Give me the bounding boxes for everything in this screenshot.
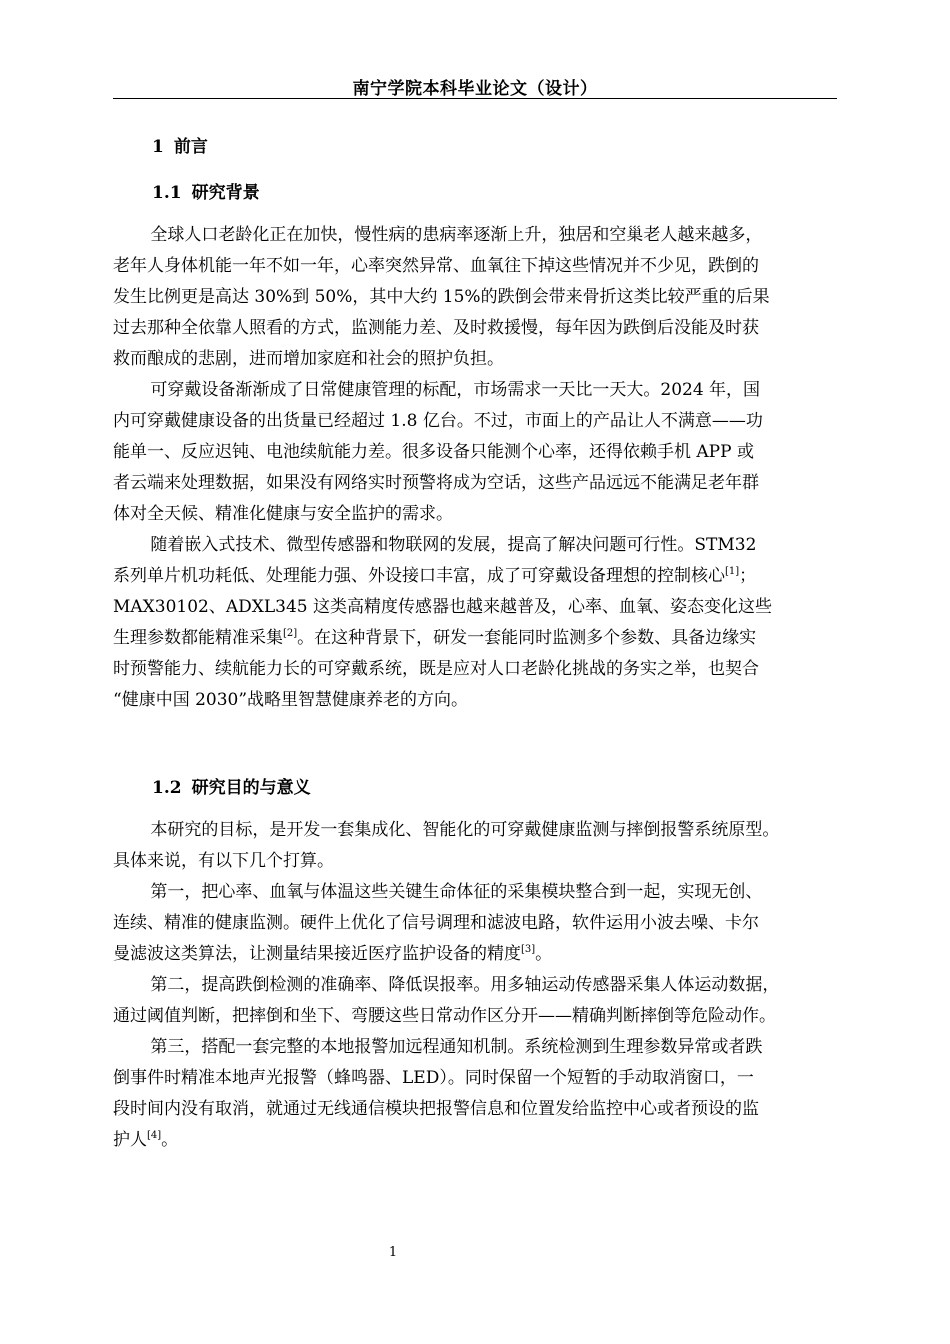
paragraph-line: 本研究的目标，是开发一套集成化、智能化的可穿戴健康监测与摔倒报警系统原型。 [150, 820, 780, 840]
punctuation: 。 [161, 1130, 179, 1150]
section-title: 研究目的与意义 [191, 778, 311, 798]
paragraph [113, 220, 837, 375]
section-heading-1-2 [152, 773, 311, 798]
paragraph-line [113, 939, 837, 970]
punctuation: ； [739, 566, 757, 586]
section-number: 1.1 [152, 183, 182, 203]
paragraph-line: MAX30102、ADXL345 这类高精度传感器也越来越普及，心率、血氧、姿态变化这些 [113, 597, 773, 617]
page-number: 1 [388, 1245, 398, 1260]
section-heading-1 [152, 132, 208, 157]
section-title: 研究背景 [191, 183, 260, 203]
paragraph-line: 通过阈值判断，把摔倒和坐下、弯腰这些日常动作区分开——精确判断摔倒等危险动作。 [113, 1006, 776, 1026]
paragraph-line: 连续、精准的健康监测。硬件上优化了信号调理和滤波电路，软件运用小波去噪、卡尔 [113, 913, 759, 933]
paragraph-line: 随着嵌入式技术、微型传感器和物联网的发展，提高了解决问题可行性。STM32 [150, 535, 757, 555]
paragraph-line: 全球人口老龄化正在加快，慢性病的患病率逐渐上升，独居和空巢老人越来越多， [150, 225, 763, 245]
paragraph-line: 第一，把心率、血氧与体温这些关键生命体征的采集模块整合到一起，实现无创、 [150, 882, 763, 902]
citation-ref: [2] [283, 628, 298, 639]
citation-ref: [3] [521, 944, 536, 955]
paragraph [113, 970, 837, 1032]
paragraph-line: 时预警能力、续航能力长的可穿戴系统，既是应对人口老龄化挑战的务实之举，也契合 [113, 659, 759, 679]
paragraph-line: “健康中国 2030”战略里智慧健康养老的方向。 [113, 690, 469, 710]
paragraph-line: 段时间内没有取消，就通过无线通信模块把报警信息和位置发给监控中心或者预设的监 [113, 1099, 759, 1119]
paragraph-line-text: 系列单片机功耗低、处理能力强、外设接口丰富，成了可穿戴设备理想的控制核心 [113, 566, 725, 586]
paragraph [113, 1032, 837, 1156]
paragraph-line: 可穿戴设备渐渐成了日常健康管理的标配，市场需求一天比一天大。2024 年，国 [150, 380, 761, 400]
paragraph-line: 倒事件时精准本地声光报警（蜂鸣器、LED）。同时保留一个短暂的手动取消窗口，一 [113, 1068, 754, 1088]
paragraph-line: 老年人身体机能一年不如一年，心率突然异常、血氧往下掉这些情况并不少见，跌倒的 [113, 256, 759, 276]
paragraph [113, 815, 837, 877]
section-title: 前言 [173, 137, 208, 157]
paragraph-line-text: 。在这种背景下，研发一套能同时监测多个参数、具备边缘实 [297, 628, 757, 648]
section-number: 1.2 [152, 778, 182, 798]
paragraph-line: 体对全天候、精准化健康与安全监护的需求。 [113, 504, 453, 524]
paragraph-line: 第三，搭配一套完整的本地报警加远程通知机制。系统检测到生理参数异常或者跌 [150, 1037, 763, 1057]
paragraph [113, 375, 837, 530]
paragraph-line: 救而酿成的悲剧，进而增加家庭和社会的照护负担。 [113, 349, 504, 369]
paragraph-line [113, 1125, 837, 1156]
paragraph-line: 发生比例更是高达 30%到 50%，其中大约 15%的跌倒会带来骨折这类比较严重的后果 [113, 287, 770, 307]
citation-ref: [1] [725, 566, 740, 577]
paragraph-line: 具体来说，有以下几个打算。 [113, 851, 334, 871]
paragraph-line-text: 护人 [113, 1130, 147, 1150]
paragraph-line: 过去那种全依靠人照看的方式，监测能力差、及时救援慢，每年因为跌倒后没能及时获 [113, 318, 759, 338]
paragraph-line: 内可穿戴健康设备的出货量已经超过 1.8 亿台。不过，市面上的产品让人不满意——功 [113, 411, 763, 431]
section-heading-1-1 [152, 178, 260, 203]
paragraph [113, 877, 837, 970]
paragraph-line: 者云端来处理数据，如果没有网络实时预警将成为空话，这些产品远远不能满足老年群 [113, 473, 759, 493]
paragraph-line-text: 生理参数都能精准采集 [113, 628, 283, 648]
header-rule [113, 98, 837, 99]
paragraph-line [113, 561, 837, 592]
paragraph-line: 能单一、反应迟钝、电池续航能力差。很多设备只能测个心率，还得依赖手机 APP 或 [113, 442, 754, 462]
citation-ref: [4] [147, 1130, 162, 1141]
punctuation: 。 [535, 944, 553, 964]
paragraph-line [113, 623, 837, 654]
paragraph [113, 530, 837, 716]
paragraph-line: 第二，提高跌倒检测的准确率、降低误报率。用多轴运动传感器采集人体运动数据， [150, 975, 780, 995]
section-number: 1 [152, 137, 164, 157]
running-header-title: 南宁学院本科毕业论文（设计） [352, 79, 598, 99]
paragraph-line-text: 曼滤波这类算法，让测量结果接近医疗监护设备的精度 [113, 944, 521, 964]
